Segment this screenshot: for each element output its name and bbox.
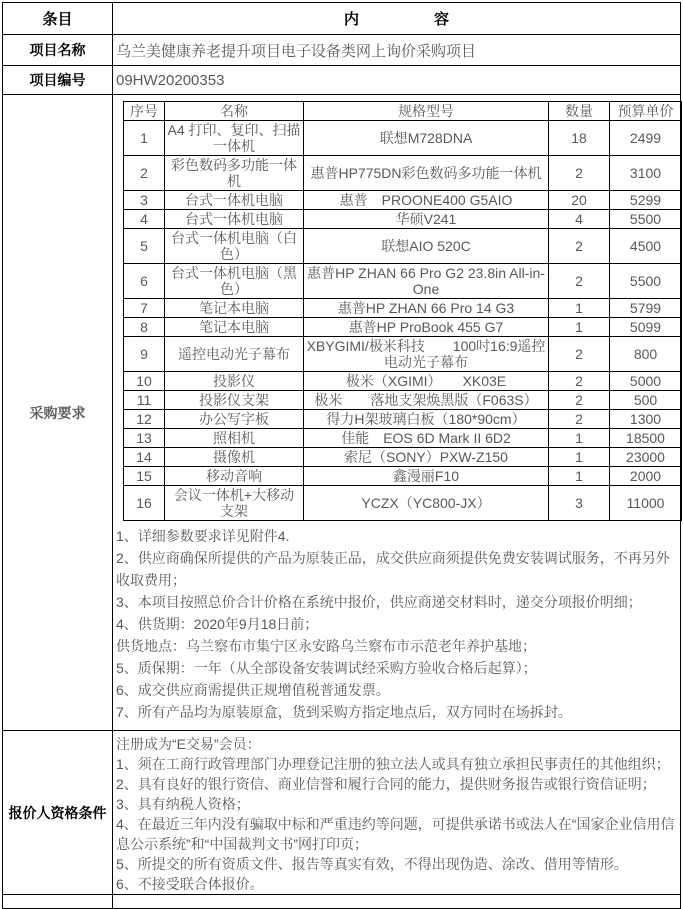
spec-cell: 10 [124, 372, 165, 391]
spec-cell: 4 [124, 210, 165, 229]
qualification-lines [113, 731, 680, 894]
spec-cell: 索尼（SONY）PXW-Z150 [304, 448, 549, 467]
spec-row [124, 318, 682, 337]
spec-cell: 5500 [610, 264, 682, 299]
spec-cell: 15 [124, 467, 165, 486]
spec-cell: 5000 [610, 372, 682, 391]
spec-cell: 惠普HP775DN彩色数码多功能一体机 [304, 156, 549, 191]
spec-cell: 1 [549, 429, 610, 448]
spec-cell: 2000 [610, 467, 682, 486]
spec-row [124, 264, 682, 299]
spec-cell: 得力H架玻璃白板（180*90cm） [304, 410, 549, 429]
spec-cell: 惠普HP ProBook 455 G7 [304, 318, 549, 337]
spec-cell: 笔记本电脑 [165, 318, 304, 337]
project-name-label: 项目名称 [3, 35, 113, 66]
spec-cell: 5500 [610, 210, 682, 229]
spec-cell: 投影仪支架 [165, 391, 304, 410]
spec-cell: 1 [549, 299, 610, 318]
spec-cell: 500 [610, 391, 682, 410]
spec-cell: 2 [549, 229, 610, 264]
spec-table-body [124, 121, 682, 521]
qualification-line: 6、不接受联合体报价。 [116, 876, 264, 892]
cutoff-next-row [3, 895, 681, 909]
spec-cell: 9 [124, 337, 165, 372]
spec-cell: 遥控电动光子幕布 [165, 337, 304, 372]
spec-cell: 联想AIO 520C [304, 229, 549, 264]
spec-col-price: 预算单价 [610, 102, 682, 121]
spec-row [124, 337, 682, 372]
qualification-line: 5、所提交的所有资质文件、报告等真实有效，不得出现伪造、涂改、借用等情形。 [116, 856, 628, 872]
spec-cell: 彩色数码多功能一体机 [165, 156, 304, 191]
spec-cell: 惠普HP ZHAN 66 Pro 14 G3 [304, 299, 549, 318]
spec-cell: 鑫漫丽F10 [304, 467, 549, 486]
procurement-note-line: 5、质保期：一年（从全部设备安装调试经采购方验收合格后起算）； [116, 660, 537, 676]
spec-cell: 5799 [610, 299, 682, 318]
spec-row [124, 210, 682, 229]
spec-cell: 2499 [610, 121, 682, 156]
header-item-cell: 条目 [3, 3, 113, 35]
spec-cell: 5099 [610, 318, 682, 337]
spec-cell: 2 [549, 156, 610, 191]
procurement-note-line: 供货地点：乌兰察布市集宁区永安路乌兰察布市示范老年养护基地； [116, 638, 536, 654]
spec-cell: 1 [549, 467, 610, 486]
spec-cell: 移动音响 [165, 467, 304, 486]
project-number-label: 项目编号 [3, 66, 113, 95]
spec-row [124, 391, 682, 410]
project-name-value: 乌兰美健康养老提升项目电子设备类网上询价采购项目 [113, 35, 681, 66]
bidder-qualification-row [3, 731, 681, 895]
spec-col-no: 序号 [124, 102, 165, 121]
spec-cell: 联想M728DNA [304, 121, 549, 156]
project-name-row [3, 35, 681, 66]
qualification-line: 4、在最近三年内没有骗取中标和严重违约等问题，可提供承诺书或法人在“国家企业信用信息公示系统”和“中国裁判文书”网打印页； [116, 816, 675, 852]
spec-row [124, 191, 682, 210]
bidder-qualification-content [113, 731, 681, 895]
spec-cell: 摄像机 [165, 448, 304, 467]
qualification-line: 1、须在工商行政管理部门办理登记注册的独立法人或具有独立承担民事责任的其他组织； [116, 756, 670, 772]
spec-cell: 18 [549, 121, 610, 156]
spec-cell: 23000 [610, 448, 682, 467]
spec-cell: 1 [549, 318, 610, 337]
cutoff-label-cell [3, 895, 113, 909]
spec-cell: 11000 [610, 486, 682, 521]
document-table [2, 2, 681, 909]
procurement-requirements-content [113, 95, 681, 731]
procurement-note-line: 7、所有产品均为原装原盒，货到采购方指定地点后，双方同时在场拆封。 [116, 704, 572, 720]
spec-cell: 3 [124, 191, 165, 210]
spec-cell: 极米 落地支架焕黑版（F063S） [304, 391, 549, 410]
procurement-note-line: 3、本项目按照总价合计价格在系统中报价，供应商递交材料时，递交分项报价明细； [116, 594, 642, 610]
spec-col-name: 名称 [165, 102, 304, 121]
procurement-notes [113, 521, 680, 723]
spec-cell: 8 [124, 318, 165, 337]
spec-cell: 4500 [610, 229, 682, 264]
spec-cell: 华硕V241 [304, 210, 549, 229]
spec-header-row [124, 102, 682, 121]
spec-cell: 5 [124, 229, 165, 264]
spec-cell: 台式一体机电脑（黑色） [165, 264, 304, 299]
procurement-requirements-row [3, 95, 681, 731]
spec-cell: 16 [124, 486, 165, 521]
spec-cell: 台式一体机电脑 [165, 210, 304, 229]
procurement-note-line: 6、成交供应商需提供正规增值税普通发票。 [116, 682, 390, 698]
spec-col-model: 规格型号 [304, 102, 549, 121]
spec-cell: 14 [124, 448, 165, 467]
spec-cell: 6 [124, 264, 165, 299]
spec-cell: 5299 [610, 191, 682, 210]
spec-cell: A4 打印、复印、扫描一体机 [165, 121, 304, 156]
spec-row [124, 429, 682, 448]
spec-row [124, 410, 682, 429]
spec-col-qty: 数量 [549, 102, 610, 121]
spec-cell: 照相机 [165, 429, 304, 448]
spec-cell: 18500 [610, 429, 682, 448]
spec-cell: 12 [124, 410, 165, 429]
spec-cell: 11 [124, 391, 165, 410]
spec-cell: 2 [549, 337, 610, 372]
spec-cell: 会议一体机+大移动支架 [165, 486, 304, 521]
spec-cell: 佳能 EOS 6D Mark II 6D2 [304, 429, 549, 448]
spec-cell: 1300 [610, 410, 682, 429]
spec-cell: 惠普 PROONE400 G5AIO [304, 191, 549, 210]
spec-cell: 投影仪 [165, 372, 304, 391]
spec-cell: 3 [549, 486, 610, 521]
spec-cell: 800 [610, 337, 682, 372]
qualification-line: 3、具有纳税人资格； [116, 796, 250, 812]
spec-cell: 2 [549, 391, 610, 410]
spec-cell: 4 [549, 210, 610, 229]
spec-row [124, 299, 682, 318]
spec-cell: 办公写字板 [165, 410, 304, 429]
spec-cell: XBYGIMI/极米科技 100吋16:9遥控电动光子幕布 [304, 337, 549, 372]
spec-cell: 2 [549, 410, 610, 429]
procurement-requirements-label: 采购要求 [3, 95, 113, 731]
spec-cell: 2 [549, 264, 610, 299]
spec-row [124, 229, 682, 264]
spec-cell: 13 [124, 429, 165, 448]
spec-cell: 2 [124, 156, 165, 191]
spec-row [124, 467, 682, 486]
spec-row [124, 372, 682, 391]
spec-row [124, 156, 682, 191]
spec-cell: 1 [124, 121, 165, 156]
spec-row [124, 486, 682, 521]
spec-row [124, 448, 682, 467]
cutoff-content-cell [113, 895, 681, 909]
spec-cell: 2 [549, 372, 610, 391]
spec-row [124, 121, 682, 156]
project-number-value: 09HW20200353 [113, 66, 681, 95]
bidder-qualification-label: 报价人资格条件 [3, 731, 113, 895]
spec-cell: 台式一体机电脑 [165, 191, 304, 210]
spec-cell: 惠普HP ZHAN 66 Pro G2 23.8in All-in-One [304, 264, 549, 299]
spec-cell: 笔记本电脑 [165, 299, 304, 318]
spec-cell: 极米（XGIMI） XK03E [304, 372, 549, 391]
qualification-line: 2、具有良好的银行资信、商业信誉和履行合同的能力，提供财务报告或银行资信证明； [116, 776, 656, 792]
spec-cell: YCZX（YC800-JX） [304, 486, 549, 521]
procurement-note-line: 4、供货期：2020年9月18日前； [116, 616, 319, 632]
spec-cell: 3100 [610, 156, 682, 191]
spec-cell: 1 [549, 448, 610, 467]
spec-table [123, 101, 682, 521]
project-number-row [3, 66, 681, 95]
table-header-row [3, 3, 681, 35]
procurement-note-line: 1、详细参数要求详见附件4. [116, 528, 290, 544]
spec-cell: 20 [549, 191, 610, 210]
spec-cell: 7 [124, 299, 165, 318]
header-content-cell: 内 容 [113, 3, 681, 35]
procurement-note-line: 2、供应商确保所提供的产品为原装正品，成交供应商须提供免费安装调试服务，不再另外收取费用； [116, 550, 670, 588]
spec-cell: 台式一体机电脑（白色） [165, 229, 304, 264]
qualification-line: 注册成为“E交易”会员： [116, 736, 261, 752]
